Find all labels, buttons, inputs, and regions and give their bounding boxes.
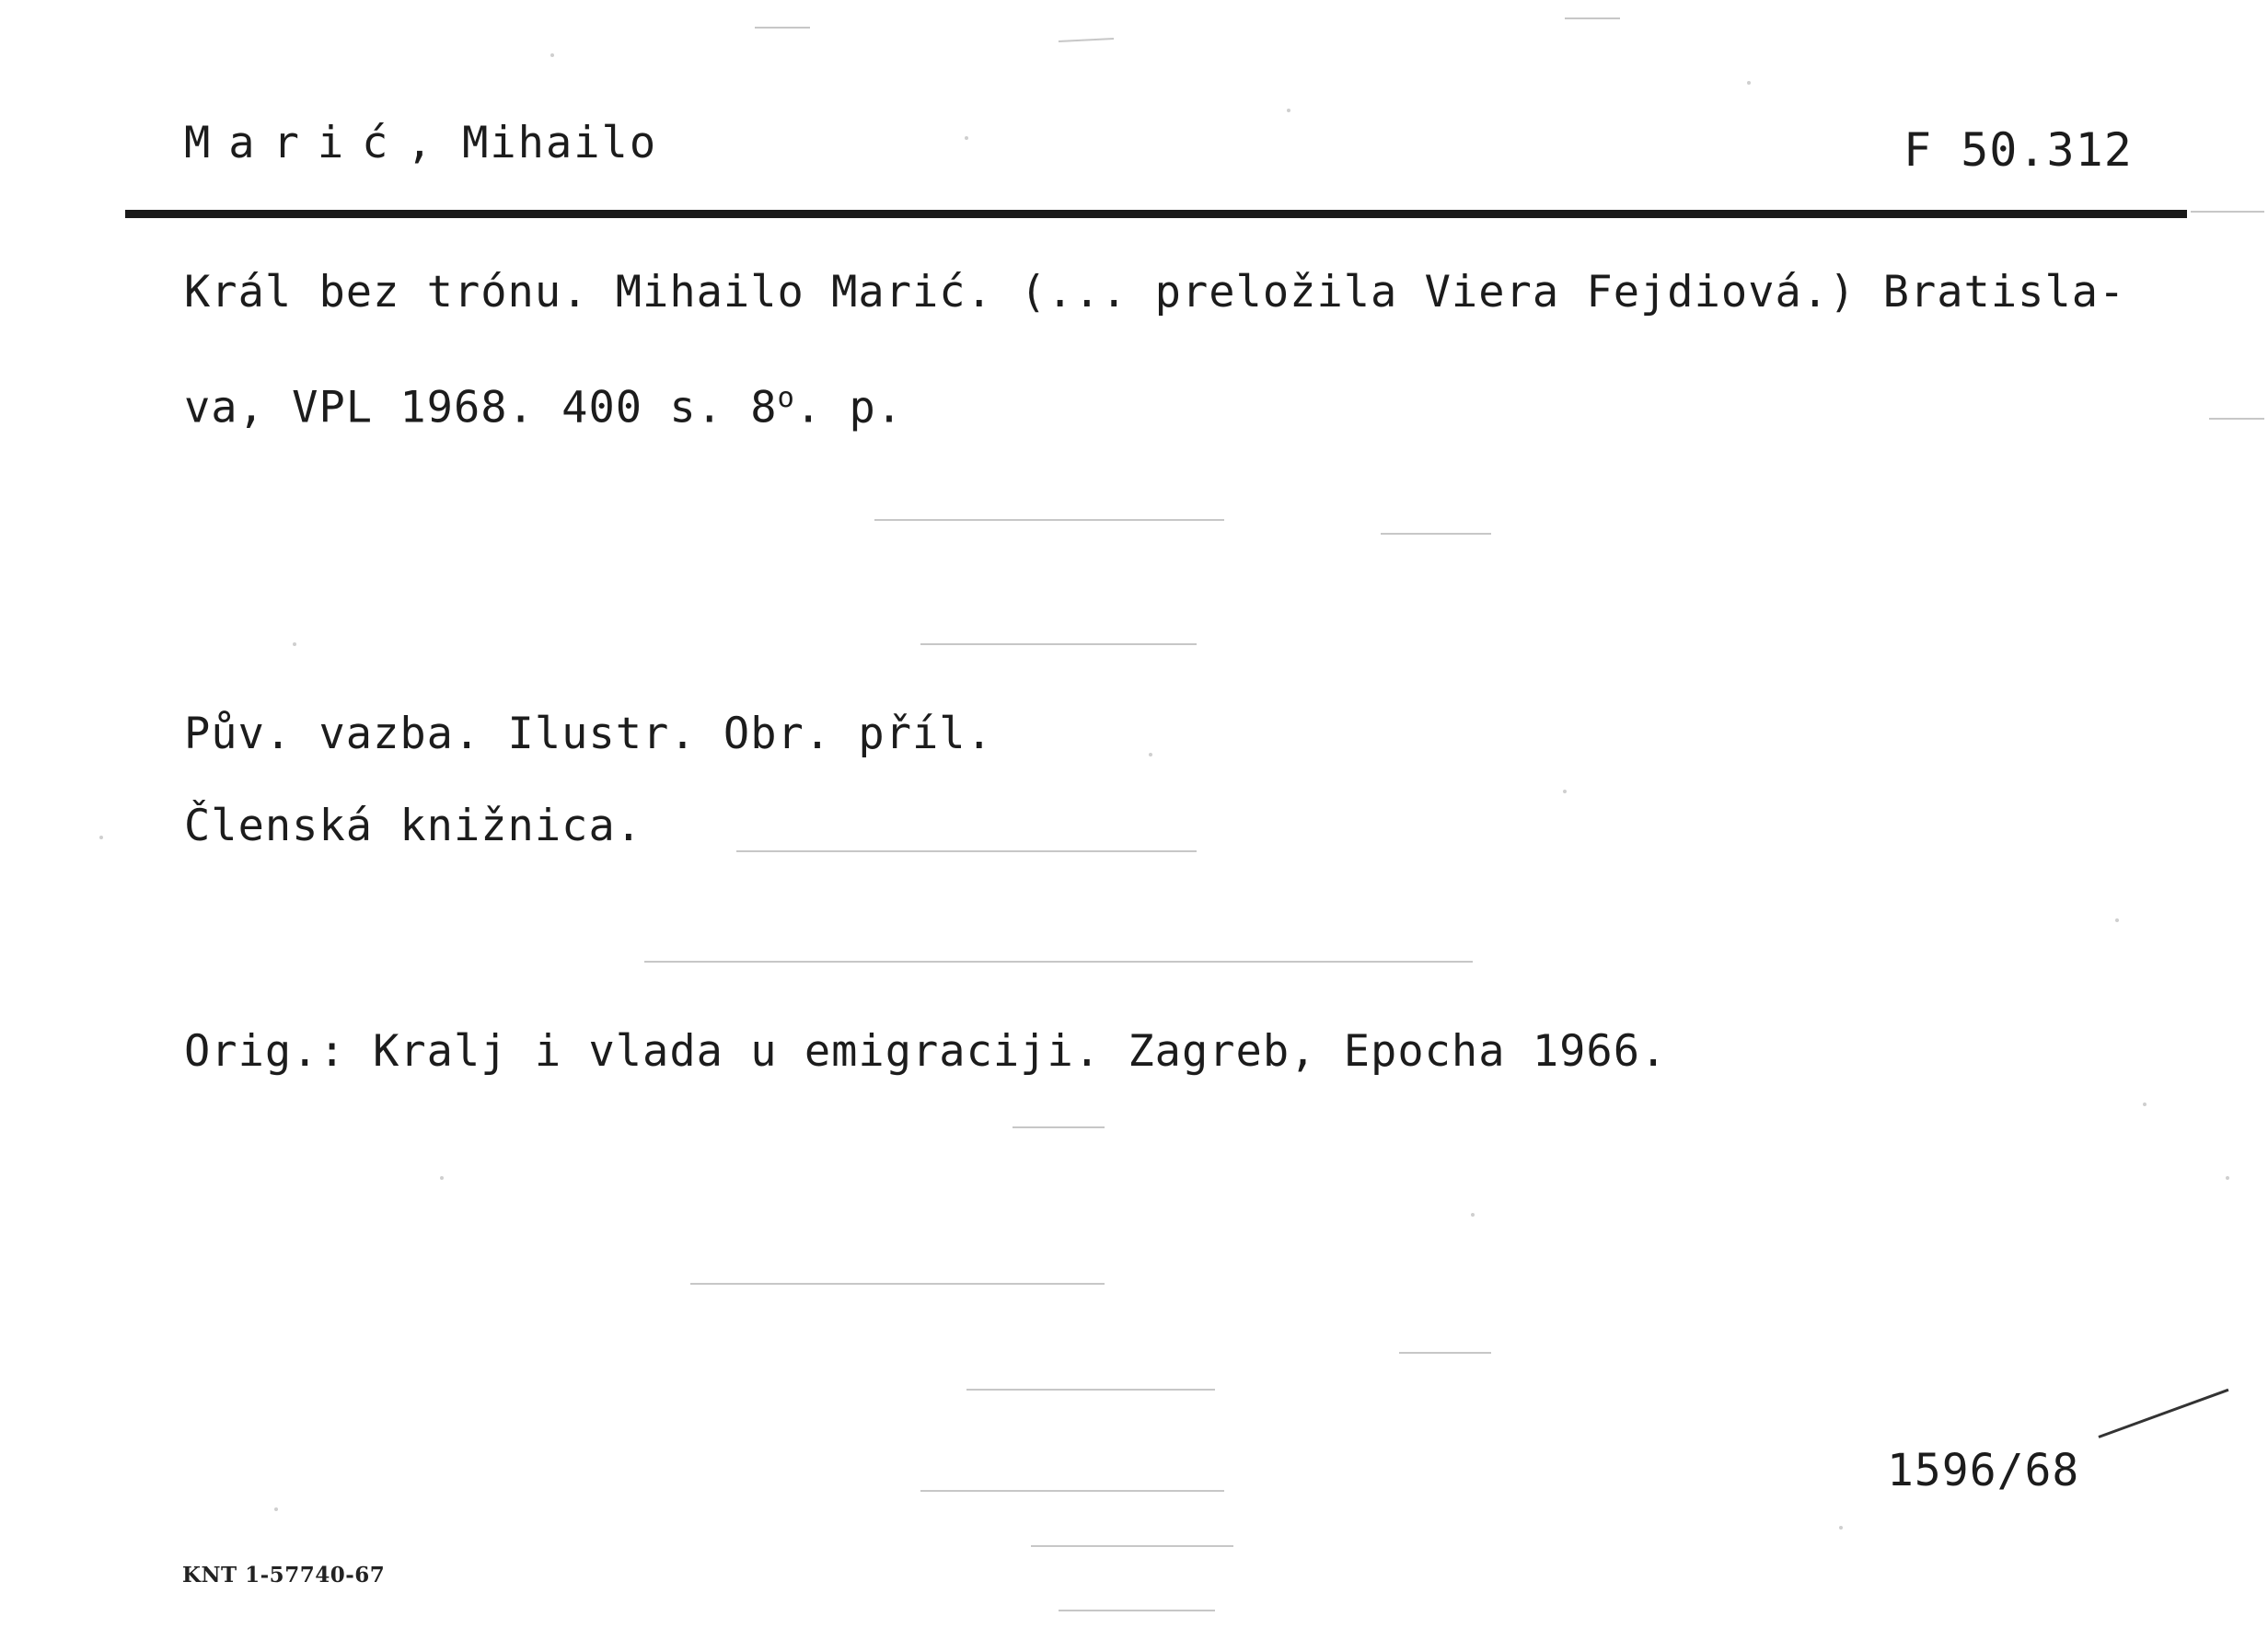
series-note: Členská knižnica. [184,801,643,851]
accession-pen-stroke [2098,1389,2228,1438]
accession-number: 1596/68 [1887,1445,2080,1496]
heading-rule [125,210,2187,218]
printer-mark: KNT 1-57740-67 [182,1563,386,1588]
binding-note: Pův. vazba. Ilustr. Obr. příl. [184,709,993,759]
format-superscript: o [777,382,795,414]
description-line-1: Král bez trónu. Mihailo Marić. (... preložila Viera Fejdiová.) Bratisla- [184,267,2126,318]
description-line-2-end: . p. [794,382,904,433]
author-heading [184,118,657,168]
author-given-name: , Mihailo [406,118,658,168]
description-line-2-main: va, VPL 1968. 400 s. 8 [184,382,778,433]
call-number: F 50.312 [1904,123,2133,177]
author-surname: Marić [184,118,407,168]
original-title-note: Orig.: Kralj i vlada u emigraciji. Zagreb, Epocha 1966. [184,1026,1668,1077]
description-line-2 [184,382,903,433]
